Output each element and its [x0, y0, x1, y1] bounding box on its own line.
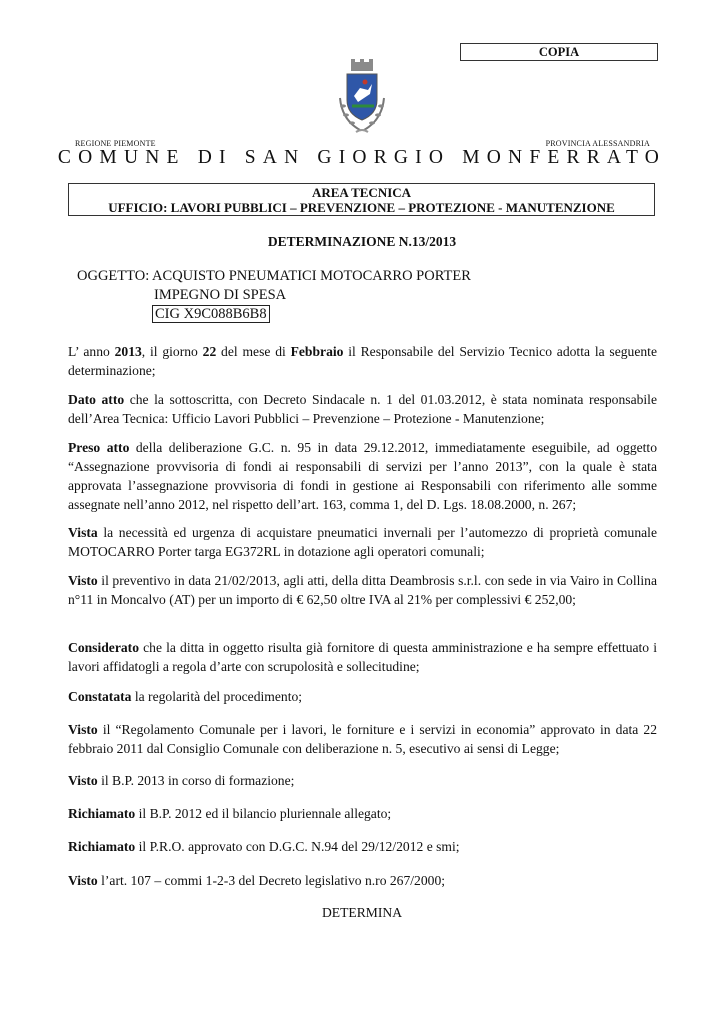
oggetto-block [77, 267, 471, 324]
paragraph-vista: Vista la necessità ed urgenza di acquistare pneumatici invernali per l’automezzo di proprietà comunale MOTOCARRO Porter targa EG372RL in dotazione agli operatori comunali; [68, 525, 657, 559]
paragraph-anno: L’ anno 2013, il giorno 22 del mese di Febbraio il Responsabile del Servizio Tecnico adotta la seguente determinazione; [68, 344, 657, 378]
oggetto-line1: OGGETTO: ACQUISTO PNEUMATICI MOTOCARRO PORTER [77, 268, 471, 284]
paragraph-constatata: Constatata la regolarità del procedimento; [68, 689, 303, 704]
paragraph-richiamato-bp: Richiamato il B.P. 2012 ed il bilancio pluriennale allegato; [68, 806, 392, 821]
determinazione-number: DETERMINAZIONE N.13/2013 [267, 234, 457, 249]
area-title: AREA TECNICA [311, 185, 412, 200]
regione-label: REGIONE PIEMONTE [75, 139, 156, 148]
paragraph-preso-atto: Preso atto della deliberazione G.C. n. 95 in data 29.12.2012, immediatamente eseguibile, ad oggetto “Assegnazione provvisoria di fondi ai responsabili di servizi per l’anno 2013”, con la quale è stata approvata l’assegnazione provvisoria di fondi in gestione ai Responsabili con riferimento alle somme assegnate nell’anno 2012, nel rispetto dell’art. 163, comma 1, del D. Lgs. 18.08.2000, n. 267; [68, 440, 658, 512]
determina-heading: DETERMINA [321, 905, 403, 920]
paragraph-richiamato-pro: Richiamato il P.R.O. approvato con D.G.C. N.94 del 29/12/2012 e smi; [68, 839, 460, 854]
paragraph-visto-art: Visto l’art. 107 – commi 1-2-3 del Decreto legislativo n.ro 267/2000; [68, 873, 446, 888]
paragraph-visto-regolamento: Visto il “Regolamento Comunale per i lavori, le forniture e i servizi in economia” approvato in data 22 febbraio 2011 dal Consiglio Comunale con deliberazione n. 5, esecutivo ai sensi di Legge; [68, 722, 657, 756]
copia-label: COPIA [460, 43, 658, 61]
area-box [68, 183, 655, 216]
paragraph-visto-bp: Visto il B.P. 2013 in corso di formazione; [68, 773, 295, 788]
cig-code: CIG X9C088B6B8 [152, 305, 270, 323]
paragraph-considerato: Considerato che la ditta in oggetto risulta già fornitore di questa amministrazione e ha sempre effettuato i lavori affidatogli a regola d’arte con scrupolosità e sollecitudine; [68, 640, 657, 674]
ufficio-title: UFFICIO: LAVORI PUBBLICI – PREVENZIONE – PROTEZIONE - MANUTENZIONE [108, 200, 615, 215]
coat-of-arms-icon [330, 58, 394, 144]
oggetto-line2: IMPEGNO DI SPESA [154, 287, 287, 303]
comune-title: COMUNE DI SAN GIORGIO MONFERRATO [57, 147, 667, 168]
paragraph-dato-atto: Dato atto che la sottoscritta, con Decreto Sindacale n. 1 del 01.03.2012, è stata nominata responsabile dell’Area Tecnica: Ufficio Lavori Pubblici – Prevenzione – Protezione - Manutenzione; [68, 392, 657, 426]
provincia-label: PROVINCIA ALESSANDRIA [545, 139, 650, 148]
paragraph-visto-preventivo: Visto il preventivo in data 21/02/2013, agli atti, della ditta Deambrosis s.r.l. con sede in via Vairo in Collina n°11 in Moncalvo (AT) per un importo di € 62,50 oltre IVA al 21% per complessivi € 252,00; [68, 573, 657, 607]
